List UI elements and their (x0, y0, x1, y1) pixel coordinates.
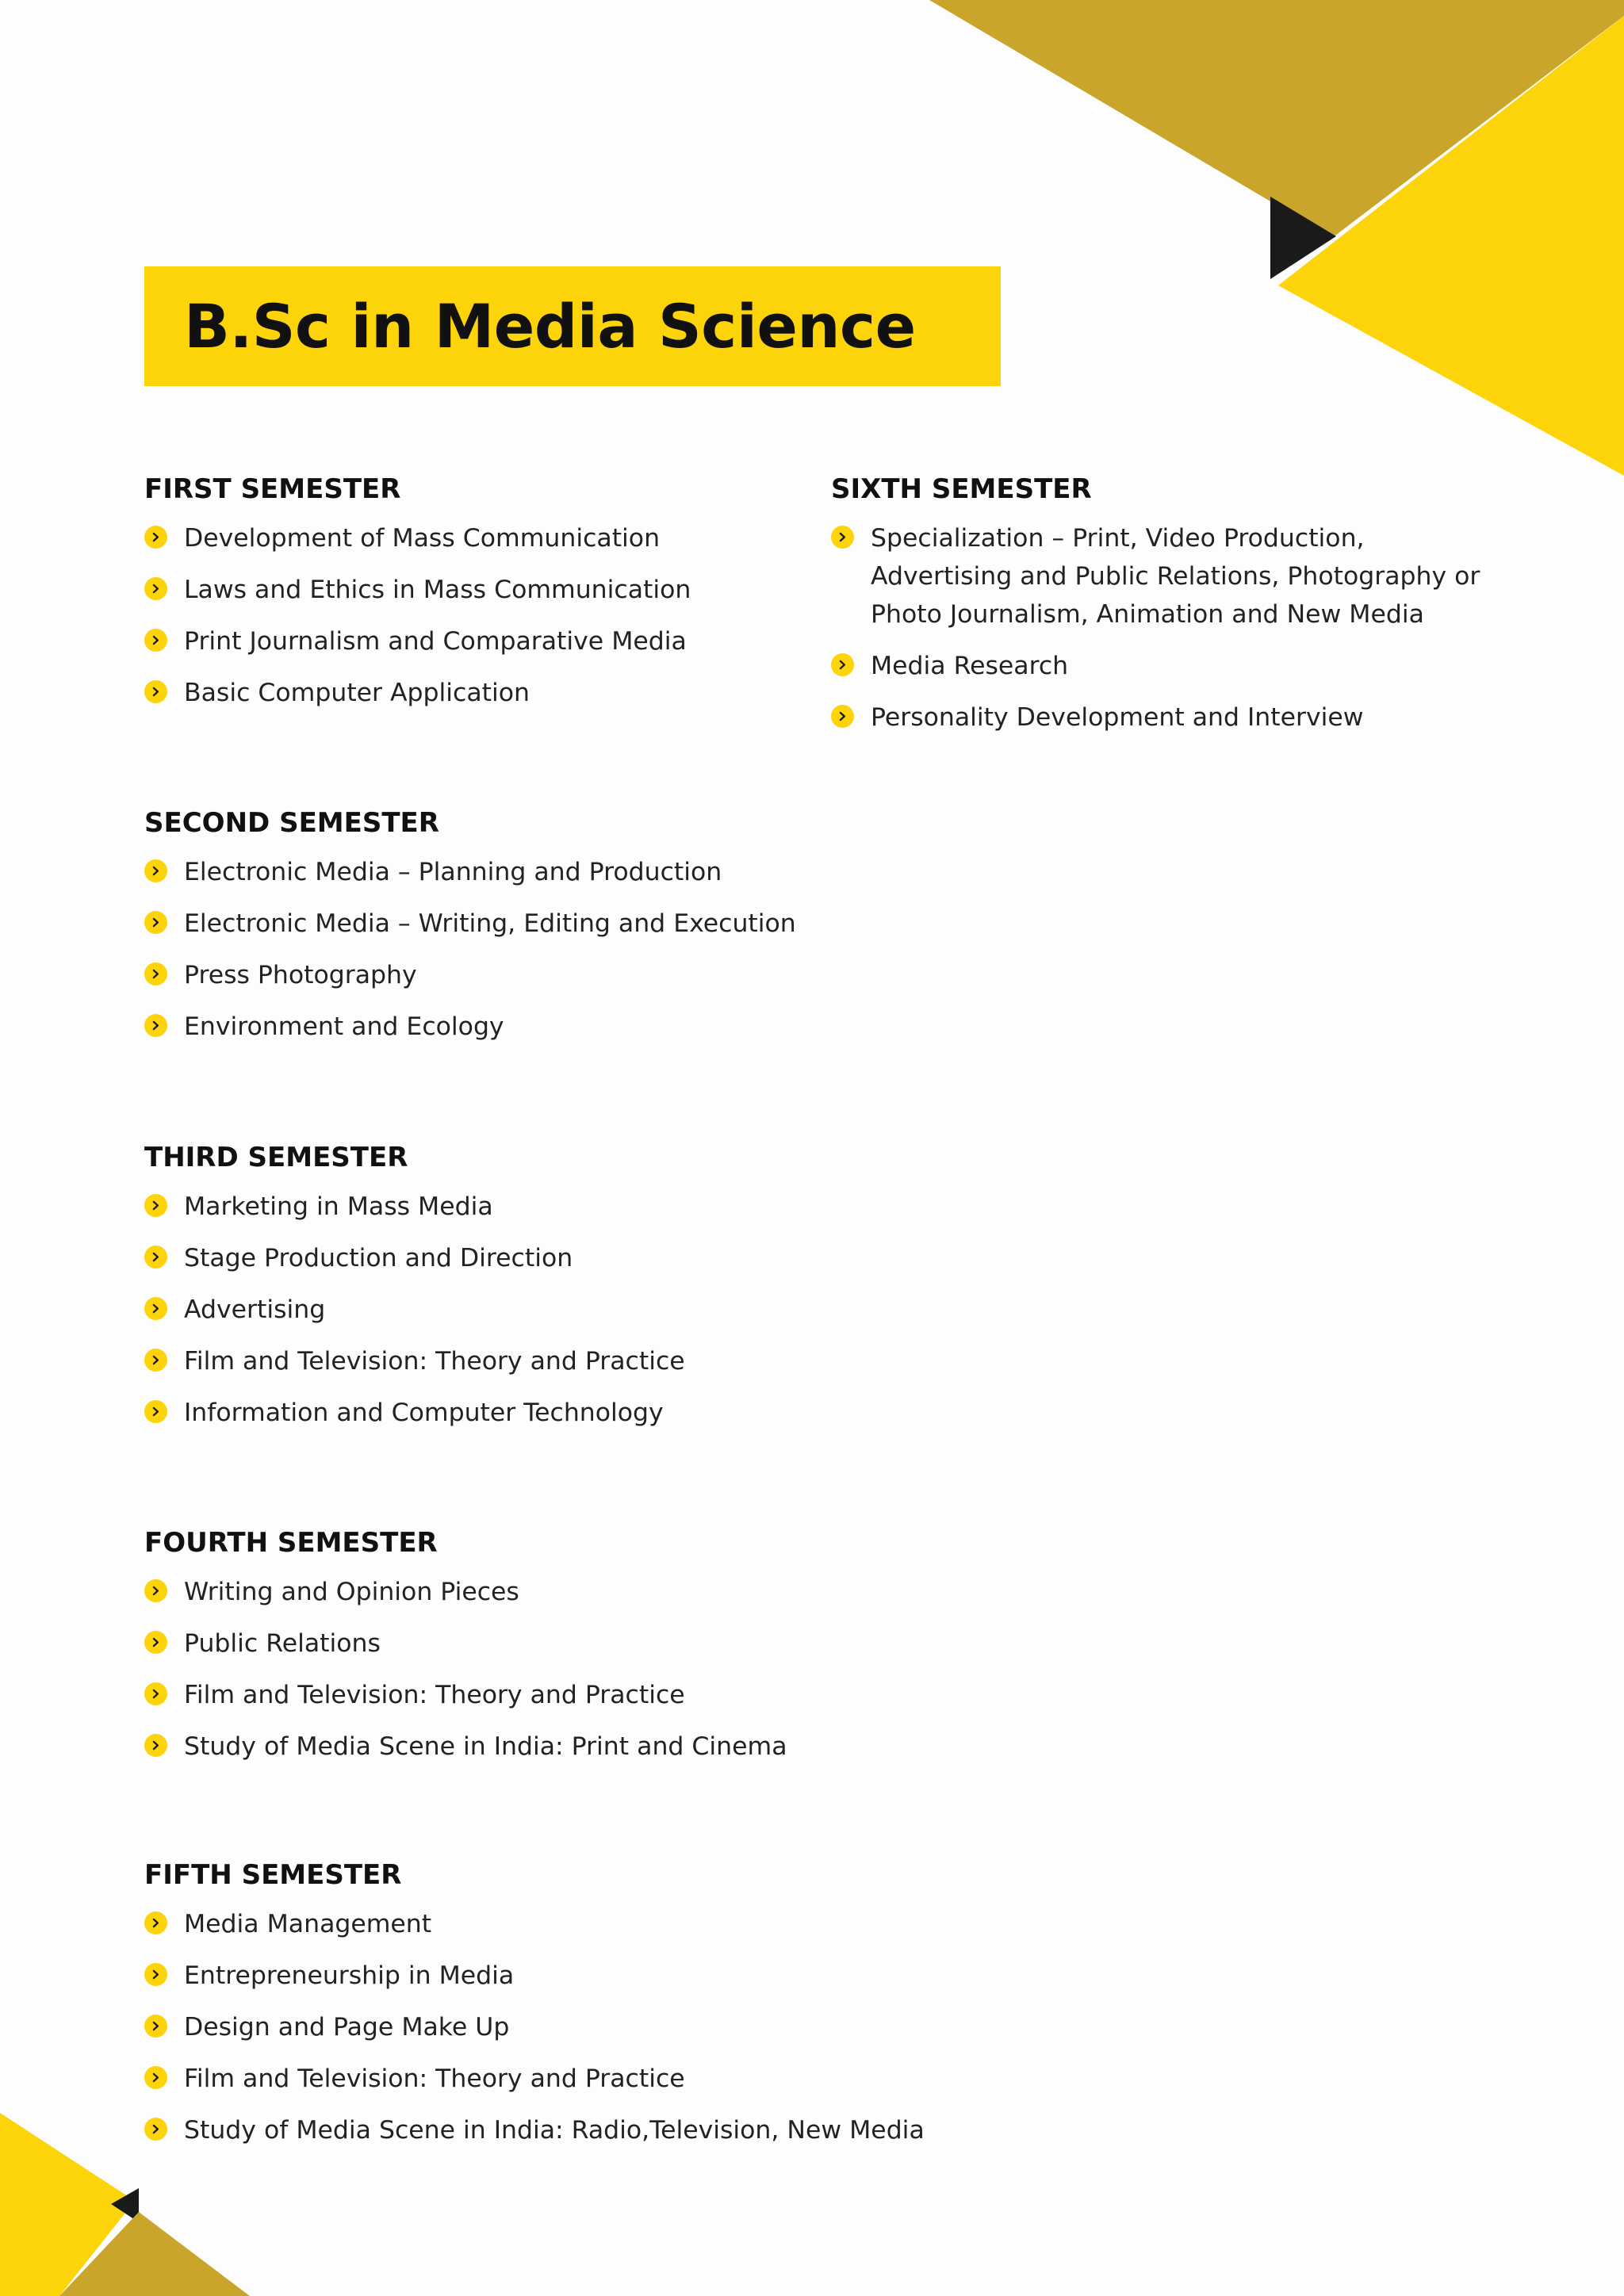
course-item (144, 1394, 858, 1432)
course-label: Writing and Opinion Pieces (184, 1578, 519, 1606)
course-list (144, 1188, 858, 1432)
course-item (144, 1624, 858, 1663)
course-label: Stage Production and Direction (184, 1244, 573, 1272)
chevron-right-icon (144, 680, 167, 703)
course-item (144, 1957, 1017, 1995)
course-label: Personality Development and Interview (871, 703, 1364, 732)
course-label: Entrepreneurship in Media (184, 1961, 515, 1990)
course-list (831, 519, 1513, 737)
chevron-right-icon (144, 1579, 167, 1602)
course-list (144, 1573, 858, 1766)
course-list (144, 1905, 1017, 2149)
course-item (144, 1342, 858, 1380)
chevron-right-icon (144, 1963, 167, 1986)
chevron-right-icon (144, 962, 167, 985)
semester-fifth (144, 1859, 1017, 2163)
course-item (144, 1239, 858, 1277)
chevron-right-icon (144, 1014, 167, 1037)
semester-second (144, 807, 858, 1059)
semester-heading: FIFTH SEMESTER (144, 1859, 402, 1891)
semester-first (144, 473, 826, 725)
chevron-right-icon (831, 653, 854, 676)
course-item (144, 956, 858, 994)
course-label: Laws and Ethics in Mass Communication (184, 576, 691, 604)
course-item (144, 1291, 858, 1329)
course-label: Media Management (184, 1910, 432, 1938)
chevron-right-icon (144, 1631, 167, 1654)
chevron-right-icon (144, 1400, 167, 1423)
course-item (144, 674, 826, 712)
course-label: Public Relations (184, 1629, 381, 1658)
course-item (144, 905, 858, 943)
course-label: Development of Mass Communication (184, 524, 661, 553)
course-label: Basic Computer Application (184, 679, 530, 707)
course-item (831, 647, 1513, 685)
semester-heading: FOURTH SEMESTER (144, 1527, 438, 1559)
semester-heading: SIXTH SEMESTER (831, 473, 1092, 505)
semester-heading: FIRST SEMESTER (144, 473, 401, 505)
course-label: Specialization – Print, Video Production, Advertising and Public Relations, Photography or Photo Journalism, Animation and New Media (871, 524, 1480, 629)
chevron-right-icon (144, 2066, 167, 2089)
chevron-right-icon (144, 577, 167, 600)
course-item (144, 571, 826, 609)
chevron-right-icon (144, 1911, 167, 1934)
course-item (144, 853, 858, 891)
semester-heading: THIRD SEMESTER (144, 1142, 408, 1173)
chevron-right-icon (144, 1349, 167, 1372)
course-item (144, 1188, 858, 1226)
semester-heading: SECOND SEMESTER (144, 807, 439, 839)
course-item (144, 2008, 1017, 2046)
chevron-right-icon (144, 1297, 167, 1320)
course-item (831, 519, 1513, 633)
course-item (144, 1728, 858, 1766)
chevron-right-icon (144, 2118, 167, 2141)
course-label: Electronic Media – Writing, Editing and Execution (184, 909, 796, 938)
chevron-right-icon (144, 1246, 167, 1269)
course-label: Media Research (871, 652, 1069, 680)
top-right-dark-triangle (1270, 197, 1336, 279)
course-label: Film and Television: Theory and Practice (184, 2064, 685, 2093)
course-label: Film and Television: Theory and Practice (184, 1681, 685, 1709)
course-item (144, 1573, 858, 1611)
course-item (831, 698, 1513, 737)
course-item (144, 1008, 858, 1046)
course-label: Study of Media Scene in India: Print and Cinema (184, 1732, 787, 1761)
semester-sixth (831, 473, 1513, 750)
semester-fourth (144, 1527, 858, 1779)
semester-third (144, 1142, 858, 1445)
chevron-right-icon (144, 1734, 167, 1757)
top-right-yellow-triangle (1278, 16, 1624, 476)
course-item (144, 2111, 1017, 2149)
chevron-right-icon (144, 526, 167, 549)
course-label: Advertising (184, 1295, 326, 1324)
bottom-left-dark-triangle (111, 2188, 139, 2222)
course-list (144, 519, 826, 712)
chevron-right-icon (144, 2015, 167, 2038)
course-label: Press Photography (184, 961, 417, 989)
chevron-right-icon (831, 526, 854, 549)
course-label: Study of Media Scene in India: Radio,Television, New Media (184, 2116, 925, 2145)
course-label: Film and Television: Theory and Practice (184, 1347, 685, 1376)
chevron-right-icon (144, 1682, 167, 1705)
course-item (144, 2060, 1017, 2098)
course-item (144, 1676, 858, 1714)
title-banner (144, 266, 1001, 386)
bottom-left-yellow-triangle (0, 2113, 135, 2296)
course-label: Environment and Ecology (184, 1012, 504, 1041)
chevron-right-icon (144, 859, 167, 882)
chevron-right-icon (144, 911, 167, 934)
course-label: Information and Computer Technology (184, 1399, 664, 1427)
chevron-right-icon (831, 705, 854, 728)
course-list (144, 853, 858, 1046)
course-label: Marketing in Mass Media (184, 1192, 493, 1221)
course-item (144, 1905, 1017, 1943)
chevron-right-icon (144, 1194, 167, 1217)
page-title: B.Sc in Media Science (184, 291, 916, 362)
course-item (144, 622, 826, 660)
course-label: Electronic Media – Planning and Production (184, 858, 722, 886)
course-label: Print Journalism and Comparative Media (184, 627, 687, 656)
course-item (144, 519, 826, 557)
course-label: Design and Page Make Up (184, 2013, 510, 2042)
top-right-gold-triangle (929, 0, 1624, 238)
bottom-left-gold-triangle (59, 2212, 250, 2296)
chevron-right-icon (144, 629, 167, 652)
